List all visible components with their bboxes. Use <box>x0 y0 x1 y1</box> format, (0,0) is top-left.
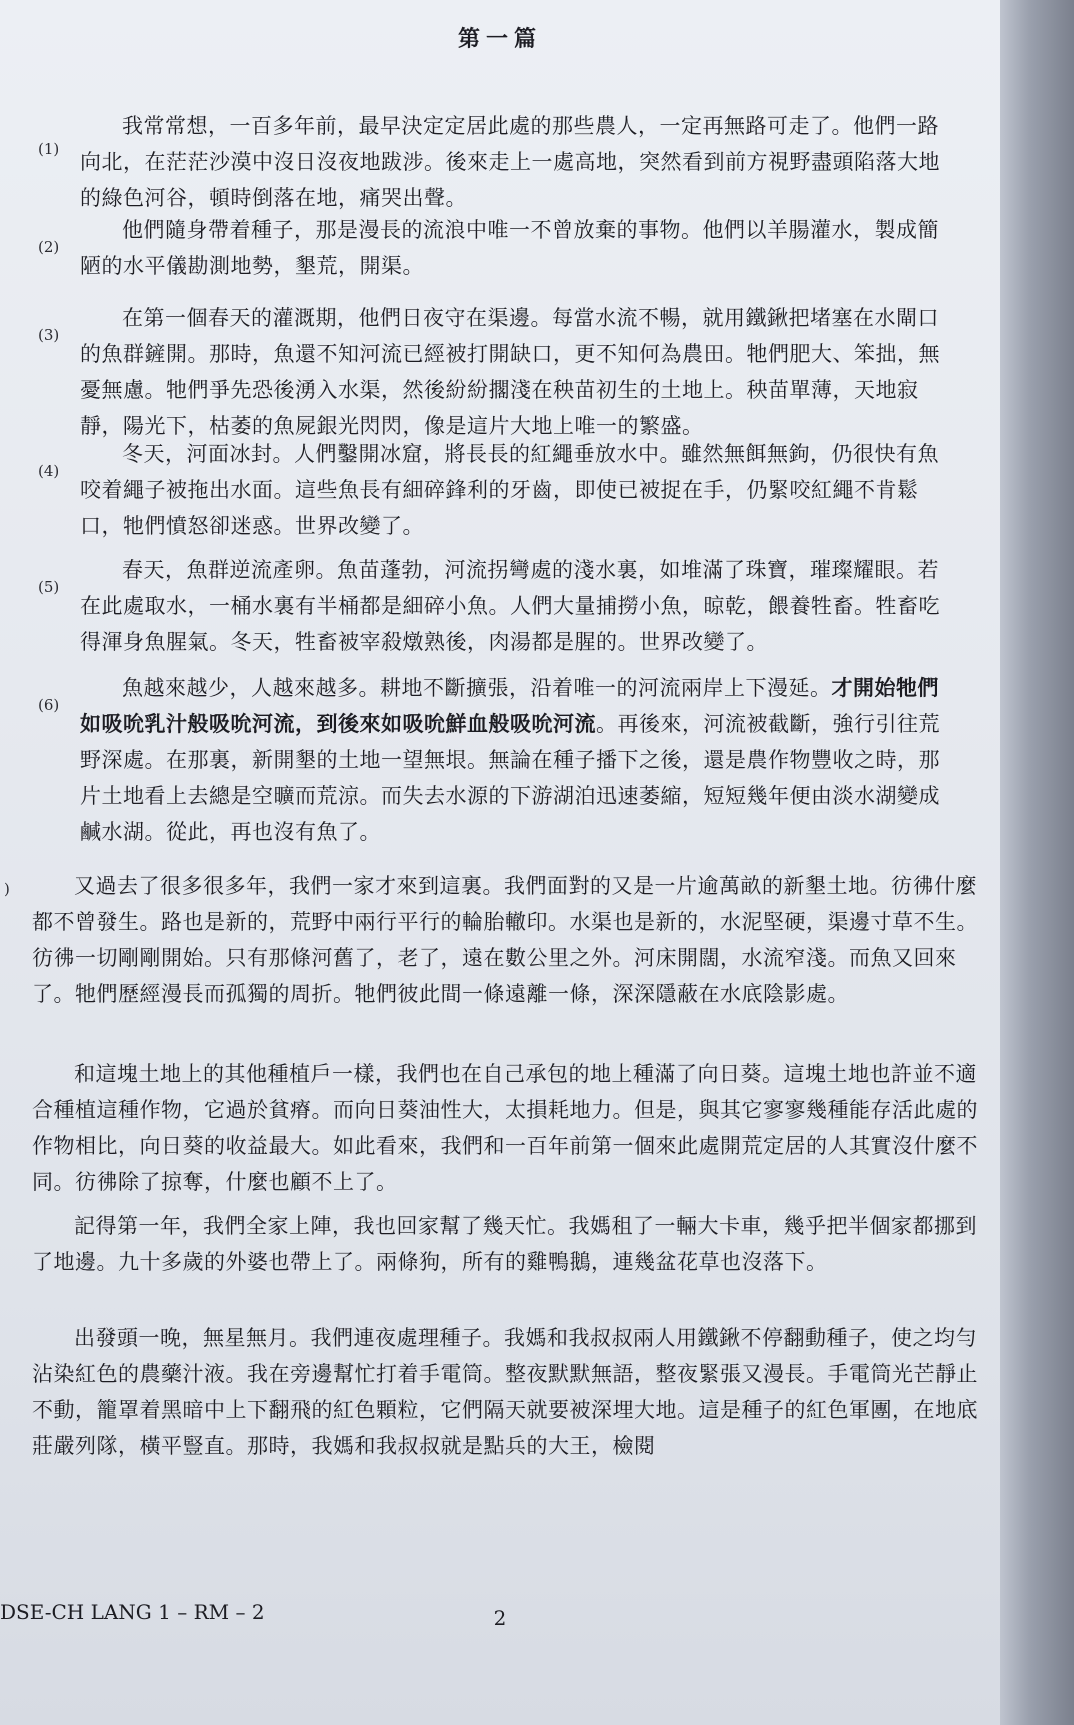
paragraph-number: (5) <box>38 578 60 596</box>
page-number: 2 <box>493 1606 507 1630</box>
paragraph <box>80 108 940 216</box>
highlighted-sentence: 才開始牠們如吸吮乳汁般吸吮河流，到後來如吸吮鮮血般吸吮河流 <box>80 675 939 736</box>
paragraph <box>32 868 992 1012</box>
paragraph-text: 又過去了很多很多年，我們一家才來到這裏。我們面對的又是一片逾萬畝的新墾土地。彷彿什麼都不曾發生。路也是新的，荒野中兩行平行的輪胎轍印。水渠也是新的，水泥堅硬，渠邊寸草不生。彷彿一切剛剛開始。只有那條河舊了，老了，遠在數公里之外。河床開闊，水流窄淺。而魚又回來了。牠們歷經漫長而孤獨的周折。牠們彼此間一條遠離一條，深深隱蔽在水底陰影處。 <box>32 874 978 1006</box>
paragraph-text-after: 。再後來，河流被截斷，強行引往荒野深處。在那裏，新開墾的土地一望無垠。無論在種子播下之後，還是農作物豐收之時，那片土地看上去總是空曠而荒涼。而失去水源的下游湖泊迅速萎縮，短短幾年便由淡水湖變成鹹水湖。從此，再也沒有魚了。 <box>80 712 940 844</box>
paragraph <box>80 212 940 284</box>
paragraph <box>32 1208 992 1280</box>
paragraph-number: (3) <box>38 326 60 344</box>
page-stack-edge <box>1000 0 1074 1725</box>
paragraph <box>32 1056 992 1200</box>
paragraph-text: 記得第一年，我們全家上陣，我也回家幫了幾天忙。我媽租了一輛大卡車，幾乎把半個家都挪到了地邊。九十多歲的外婆也帶上了。兩條狗，所有的雞鴨鵝，連幾盆花草也沒落下。 <box>32 1214 977 1274</box>
paragraph-text: 出發頭一晚，無星無月。我們連夜處理種子。我媽和我叔叔兩人用鐵鍬不停翻動種子，使之均勻沾染紅色的農藥汁液。我在旁邊幫忙打着手電筒。整夜默默無語，整夜緊張又漫長。手電筒光芒靜止不動，籠罩着黑暗中上下翻飛的紅色顆粒，它們隔天就要被深埋大地。這是種子的紅色軍團，在地底莊嚴列隊，橫平豎直。那時，我媽和我叔叔就是點兵的大王，檢閱 <box>32 1326 978 1458</box>
paragraph <box>32 1320 992 1464</box>
paragraph-text: 冬天，河面冰封。人們鑿開冰窟，將長長的紅繩垂放水中。雖然無餌無鉤，仍很快有魚咬着繩子被拖出水面。這些魚長有細碎鋒利的牙齒，即使已被捉在手，仍緊咬紅繩不肯鬆口，牠們憤怒卻迷惑。世界改變了。 <box>80 442 939 538</box>
paragraph-text: 我常常想，一百多年前，最早決定定居此處的那些農人，一定再無路可走了。他們一路向北，在茫茫沙漠中沒日沒夜地跋涉。後來走上一處高地，突然看到前方視野盡頭陷落大地的綠色河谷，頓時倒落在地，痛哭出聲。 <box>80 114 940 210</box>
paragraph-number: ) <box>4 880 10 898</box>
paragraph-number: (1) <box>38 140 60 158</box>
paragraph-number: (4) <box>38 462 60 480</box>
paragraph <box>80 552 940 660</box>
paragraph-number: (6) <box>38 696 60 714</box>
paragraph-text <box>80 670 940 850</box>
paragraph-text: 在第一個春天的灌溉期，他們日夜守在渠邊。每當水流不暢，就用鐵鍬把堵塞在水閘口的魚群鏟開。那時，魚還不知河流已經被打開缺口，更不知何為農田。牠們肥大、笨拙，無憂無慮。牠們爭先恐後湧入水渠，然後紛紛擱淺在秧苗初生的土地上。秧苗單薄，天地寂靜，陽光下，枯萎的魚屍銀光閃閃，像是這片大地上唯一的繁盛。 <box>80 306 940 438</box>
paragraph-text-before: 魚越來越少，人越來越多。耕地不斷擴張，沿着唯一的河流兩岸上下漫延。 <box>122 676 832 700</box>
paragraph <box>80 436 940 544</box>
section-title: 第一篇 <box>457 26 542 52</box>
paragraph-text: 他們隨身帶着種子，那是漫長的流浪中唯一不曾放棄的事物。他們以羊腸灌水，製成簡陋的水平儀勘測地勢，墾荒，開渠。 <box>80 218 939 278</box>
exam-paper-code: DSE-CH LANG 1 – RM – 2 <box>0 1600 265 1624</box>
paragraph <box>80 670 940 850</box>
paragraph <box>80 300 940 444</box>
paragraph-text: 和這塊土地上的其他種植戶一樣，我們也在自己承包的地上種滿了向日葵。這塊土地也許並不適合種植這種作物，它過於貧瘠。而向日葵油性大，太損耗地力。但是，與其它寥寥幾種能存活此處的作物相比，向日葵的收益最大。如此看來，我們和一百年前第一個來此處開荒定居的人其實沒什麼不同。彷彿除了掠奪，什麼也顧不上了。 <box>32 1062 978 1194</box>
paragraph-number: (2) <box>38 238 60 256</box>
paragraph-text: 春天，魚群逆流產卵。魚苗蓬勃，河流拐彎處的淺水裏，如堆滿了珠寶，璀璨耀眼。若在此處取水，一桶水裏有半桶都是細碎小魚。人們大量捕撈小魚，晾乾，餵養牲畜。牲畜吃得渾身魚腥氣。冬天，牲畜被宰殺燉熟後，肉湯都是腥的。世界改變了。 <box>80 558 940 654</box>
